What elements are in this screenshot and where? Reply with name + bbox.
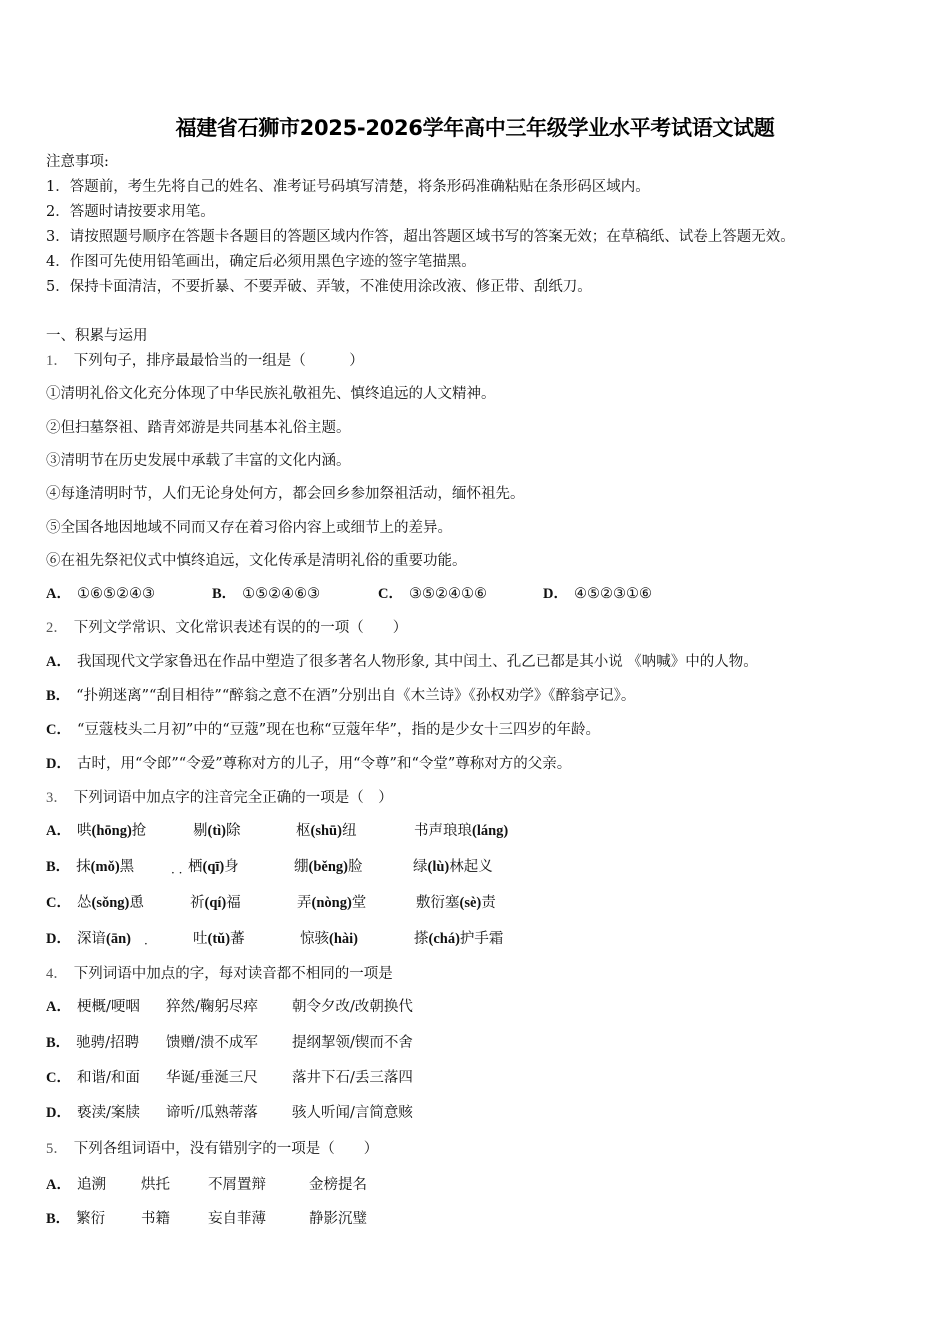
question-3-stem [46,788,393,808]
question-5-stem [46,1139,378,1159]
emphasis-dots: · · [171,866,183,880]
option-a: A． 我国现代文学家鲁迅在作品中塑造了很多著名人物形象, 其中闰土、孔乙已都是其小说 《呐喊》中的人物。 [46,654,758,670]
option-c-item: 落井下石/丢三落四 [292,1070,413,1086]
option-b: B． “扑朔迷离”“刮目相待”“醉翁之意不在酒”分别出自《木兰诗》《孙权劝学》《醉翁亭记》。 [46,688,636,704]
question-number: 3． [46,790,68,806]
notice-item: 3．请按照题号顺序在答题卡各题目的答题区域内作答，超出答题区域书写的答案无效；在草稿纸、试卷上答题无效。 [46,229,795,245]
option-a-item: 书声琅琅(láng) [414,823,509,839]
option-b-item: 绷(běng)脸 [294,859,363,875]
option-b-item: 提纲挈领/锲而不舍 [292,1035,413,1051]
option-a: A． 梗概/哽咽 [46,999,140,1015]
option-c-item: 华诞/垂涎三尺 [166,1070,258,1086]
option-b: B． 驰骋/招聘 [46,1035,140,1051]
option-c-item: 弄(nòng)堂 [297,895,367,911]
option-a-item: 金榜提名 [309,1177,367,1193]
question-1-stem [46,351,364,371]
option-a-item: 枢(shū)纽 [296,823,357,839]
option-c-item: 敷衍塞(sè)责 [416,895,496,911]
notice-item: 4．作图可先使用铅笔画出，确定后必须用黑色字迹的签字笔描黑。 [46,254,476,270]
option-d-item: 搽(chá)护手霜 [414,931,504,947]
option-d-item: 吐(tǔ)蕃 [193,931,245,947]
option-d: D． 深谙(ān) [46,931,131,947]
question-text: 下列词语中加点字的注音完全正确的一项是（ ） [73,790,393,806]
emphasis-dot: · [144,937,148,951]
option-a-item: 剔(tì)除 [193,823,241,839]
question-text: 下列句子，排序最最恰当的一组是（ ） [73,353,364,369]
page-title: 福建省石狮市2025-2026学年高中三年级学业水平考试语文试题 [175,116,775,140]
option-d-item: 骇人听闻/言简意赅 [292,1105,413,1121]
option-b: B． ①⑤②④⑥③ [212,586,321,602]
question-number: 1． [46,353,68,369]
option-a: A． 哄(hōng)抢 [46,823,147,839]
notice-item: 5．保持卡面清洁，不要折暴、不要弄破、弄皱，不准使用涂改液、修正带、刮纸刀。 [46,279,592,295]
question-4-stem [46,964,393,984]
sentence: ④每逢清明时节，人们无论身处何方，都会回乡参加祭祖活动，缅怀祖先。 [46,486,525,502]
option-b-item: 书籍 [141,1211,170,1227]
question-2-stem [46,618,407,638]
option-b-item: 妄自菲薄 [208,1211,266,1227]
sentence: ③清明节在历史发展中承载了丰富的文化内涵。 [46,453,351,469]
sentence: ⑤全国各地因地域不同而又存在着习俗内容上或细节上的差异。 [46,520,452,536]
notice-heading: 注意事项: [46,154,109,170]
option-b: B． 抹(mǒ)黑 [46,859,135,875]
option-b-item: 馈赠/溃不成军 [166,1035,258,1051]
sentence: ①清明礼俗文化充分体现了中华民族礼敬祖先、慎终追远的人文精神。 [46,386,496,402]
option-a-item: 烘托 [141,1177,170,1193]
option-b: B． 繁衍 [46,1211,106,1227]
sentence: ⑥在祖先祭祀仪式中慎终追远，文化传承是清明礼俗的重要功能。 [46,553,467,569]
option-b-item: 绿(lù)林起义 [413,859,493,875]
question-number: 5． [46,1141,68,1157]
option-c: C． 和谐/和面 [46,1070,140,1086]
option-c: C． “豆蔻枝头二月初”中的“豆蔻”现在也称“豆蔻年华”，指的是少女十三四岁的年龄。 [46,722,600,738]
option-b-item: 静影沉璧 [309,1211,367,1227]
option-c: C． 怂(sǒng)恿 [46,895,144,911]
option-a: A． 追溯 [46,1177,106,1193]
option-d-item: 谛听/瓜熟蒂落 [166,1105,258,1121]
option-a-item: 猝然/鞠躬尽瘁 [166,999,258,1015]
notice-item: 1．答题前，考生先将自己的姓名、准考证号码填写清楚，将条形码准确粘贴在条形码区域内。 [46,179,650,195]
option-c-item: 祈(qí)福 [190,895,241,911]
option-a-item: 不屑置辩 [208,1177,266,1193]
sentence: ②但扫墓祭祖、踏青郊游是共同基本礼俗主题。 [46,420,351,436]
option-d: D． ④⑤②③①⑥ [543,586,652,602]
option-a-item: 朝令夕改/改朝换代 [292,999,413,1015]
notice-item: 2．答题时请按要求用笔。 [46,204,215,220]
question-text: 下列词语中加点的字，每对读音都不相同的一项是 [73,966,393,982]
question-number: 4． [46,966,68,982]
question-text: 下列文学常识、文化常识表述有误的的一项（ ） [73,620,408,636]
option-d: D． 亵渎/案牍 [46,1105,140,1121]
option-d-item: 惊骇(hài) [300,931,358,947]
question-number: 2． [46,620,68,636]
question-text: 下列各组词语中，没有错别字的一项是（ ） [73,1141,379,1157]
option-a: A． ①⑥⑤②④③ [46,586,155,602]
section-heading: 一、积累与运用 [46,328,148,344]
option-c: C． ③⑤②④①⑥ [378,586,487,602]
option-b-item: 栖(qī)身 [188,859,239,875]
option-d: D． 古时，用“令郎”“令爱”尊称对方的儿子，用“令尊”和“令堂”尊称对方的父亲。 [46,756,572,772]
